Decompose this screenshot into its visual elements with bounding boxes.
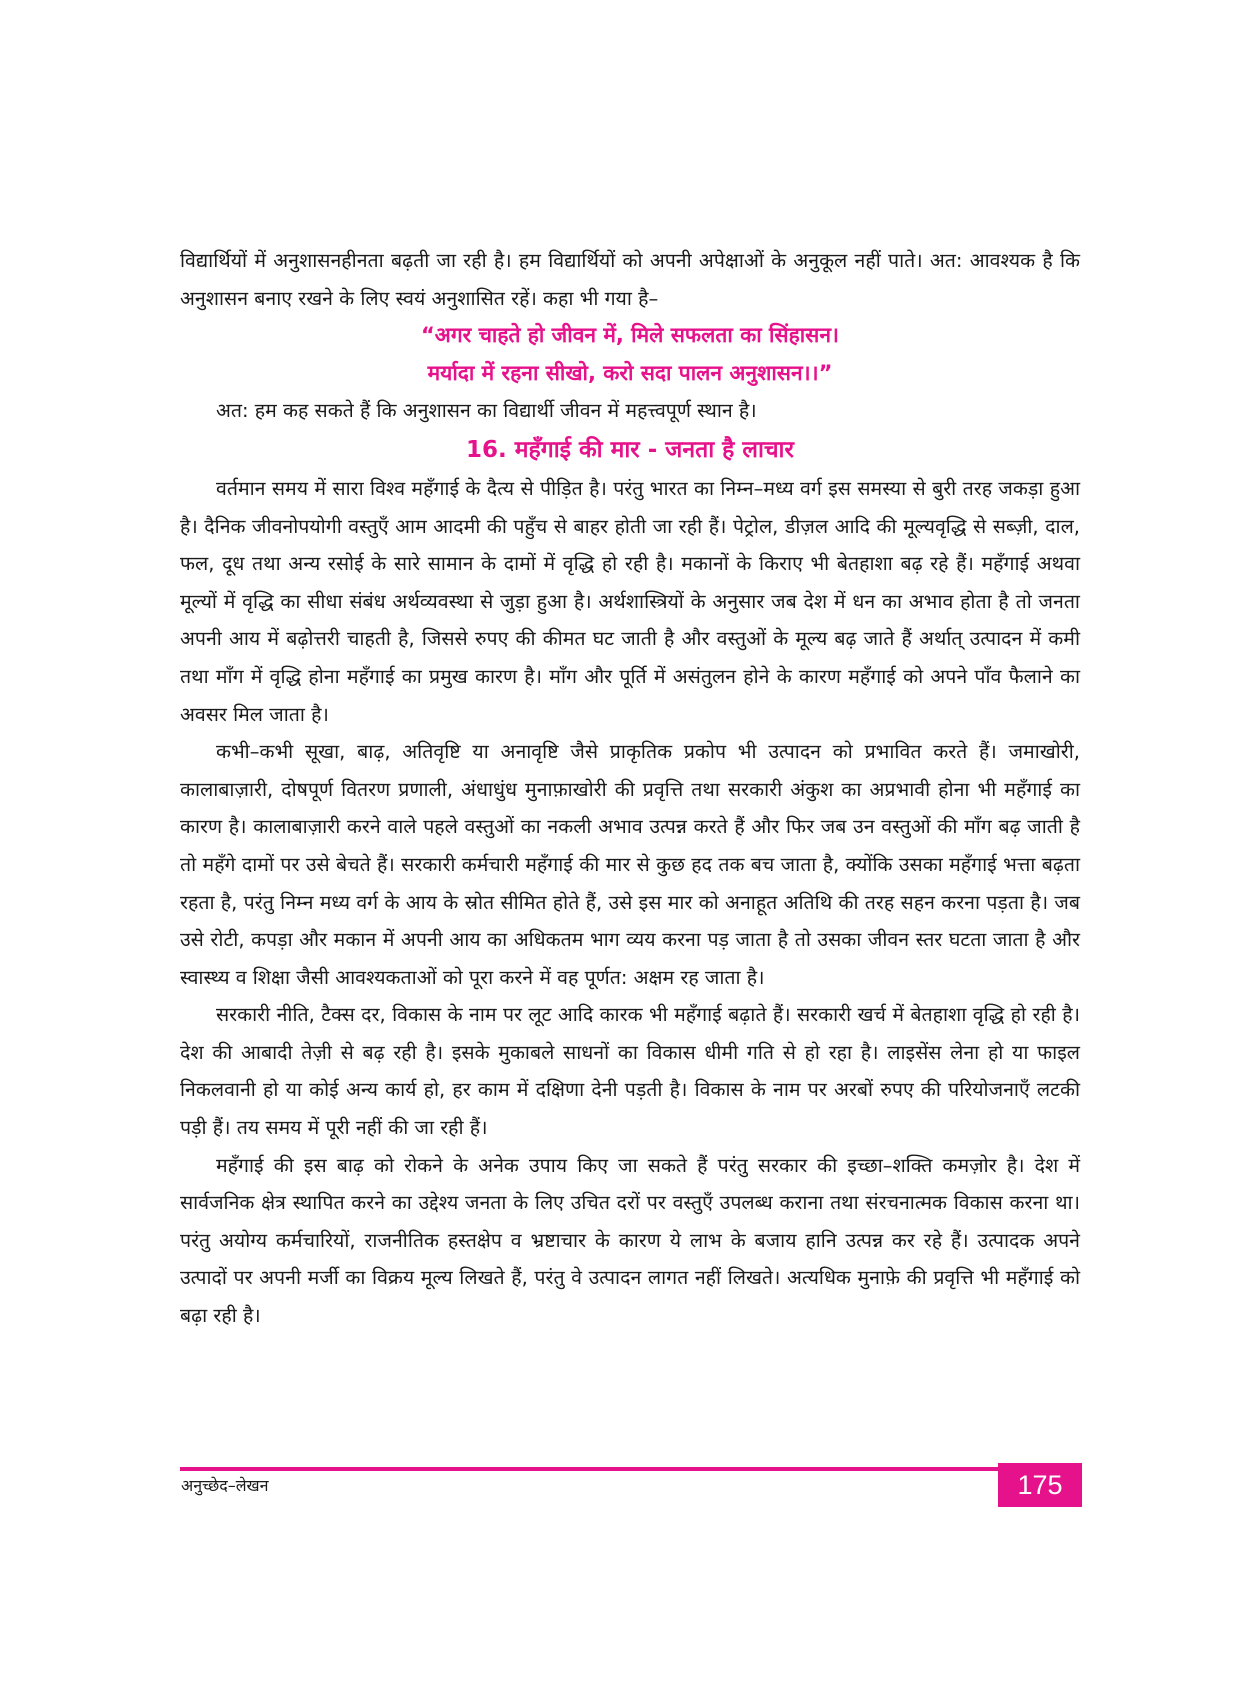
page-number-badge: 175 [998, 1463, 1082, 1507]
body-paragraph-2: कभी–कभी सूखा, बाढ़, अतिवृष्टि या अनावृष्टि जैसे प्राकृतिक प्रकोप भी उत्पादन को प्रभावित करते हैं। जमाखोरी, कालाबाज़ारी, दोषपूर्ण वितरण प्रणाली, अंधाधुंध मुनाफ़ाखोरी की प्रवृत्ति तथा सरकारी अंकुश का अप्रभावी होना भी महँगाई का कारण है। कालाबाज़ारी करने वाले पहले वस्तुओं का नकली अभाव उत्पन्न करते हैं और फिर जब उन वस्तुओं की माँग बढ़ जाती है तो महँगे दामों पर उसे बेचते हैं। सरकारी कर्मचारी महँगाई की मार से कुछ हद तक बच जाता है, क्योंकि उसका महँगाई भत्ता बढ़ता रहता है, परंतु निम्न मध्य वर्ग के आय के स्रोत सीमित होते हैं, उसे इस मार को अनाहूत अतिथि की तरह सहन करना पड़ता है। जब उसे रोटी, कपड़ा और मकान में अपनी आय का अधिकतम भाग व्यय करना पड़ जाता है तो उसका जीवन स्तर घटता जाता है और स्वास्थ्य व शिक्षा जैसी आवश्यकताओं को पूरा करने में वह पूर्णत: अक्षम रह जाता है। [180, 740, 1080, 989]
quote-line-1: “अगर चाहते हो जीवन में, मिले सफलता का सिंहासन। [421, 323, 839, 348]
footer-divider [180, 1467, 1080, 1471]
page-content [180, 242, 1080, 1335]
body-paragraph-1: वर्तमान समय में सारा विश्व महँगाई के दैत्य से पीड़ित है। परंतु भारत का निम्न–मध्य वर्ग इस समस्या से बुरी तरह जकड़ा हुआ है। दैनिक जीवनोपयोगी वस्तुएँ आम आदमी की पहुँच से बाहर होती जा रही हैं। पेट्रोल, डीज़ल आदि की मूल्यवृद्धि से सब्ज़ी, दाल, फल, दूध तथा अन्य रसोई के सारे सामान के दामों में वृद्धि हो रही है। मकानों के किराए भी बेतहाशा बढ़ रहे हैं। महँगाई अथवा मूल्यों में वृद्धि का सीधा संबंध अर्थव्यवस्था से जुड़ा हुआ है। अर्थशास्त्रियों के अनुसार जब देश में धन का अभाव होता है तो जनता अपनी आय में बढ़ोत्तरी चाहती है, जिससे रुपए की कीमत घट जाती है और वस्तुओं के मूल्य बढ़ जाते हैं अर्थात् उत्पादन में कमी तथा माँग में वृद्धि होना महँगाई का प्रमुख कारण है। माँग और पूर्ति में असंतुलन होने के कारण महँगाई को अपने पाँव फैलाने का अवसर मिल जाता है। [180, 476, 1080, 726]
body-paragraph-3: सरकारी नीति, टैक्स दर, विकास के नाम पर लूट आदि कारक भी महँगाई बढ़ाते हैं। सरकारी खर्च में बेतहाशा वृद्धि हो रही है। देश की आबादी तेज़ी से बढ़ रही है। इसके मुकाबले साधनों का विकास धीमी गति से हो रहा है। लाइसेंस लेना हो या फाइल निकलवानी हो या कोई अन्य कार्य हो, हर काम में दक्षिणा देनी पड़ती है। विकास के नाम पर अरबों रुपए की परियोजनाएँ लटकी पड़ी हैं। तय समय में पूरी नहीं की जा रही हैं। [180, 1003, 1080, 1140]
body-paragraph-4: महँगाई की इस बाढ़ को रोकने के अनेक उपाय किए जा सकते हैं परंतु सरकार की इच्छा–शक्ति कमज़ोर है। देश में सार्वजनिक क्षेत्र स्थापित करने का उद्देश्य जनता के लिए उचित दरों पर वस्तुएँ उपलब्ध कराना तथा संरचनात्मक विकास करना था। परंतु अयोग्य कर्मचारियों, राजनीतिक हस्तक्षेप व भ्रष्टाचार के कारण ये लाभ के बजाय हानि उत्पन्न कर रहे हैं। उत्पादक अपने उत्पादों पर अपनी मर्जी का विक्रय मूल्य लिखते हैं, परंतु वे उत्पादन लागत नहीं लिखते। अत्यधिक मुनाफ़े की प्रवृत्ति भी महँगाई को बढ़ा रही है। [180, 1153, 1080, 1328]
conclusion-paragraph: अत: हम कह सकते हैं कि अनुशासन का विद्यार्थी जीवन में महत्त्वपूर्ण स्थान है। [216, 399, 757, 423]
chapter-label: अनुच्छेद–लेखन [181, 1476, 269, 1495]
intro-paragraph: विद्यार्थियों में अनुशासनहीनता बढ़ती जा रही है। हम विद्यार्थियों को अपनी अपेक्षाओं के अनुकूल नहीं पाते। अत: आवश्यक है कि अनुशासन बनाए रखने के लिए स्वयं अनुशासित रहें। कहा भी गया है– [180, 249, 1080, 310]
section-heading: 16. महँगाई की मार - जनता है लाचार [466, 436, 794, 463]
quote-line-2: मर्यादा में रहना सीखो, करो सदा पालन अनुशासन।।” [427, 360, 833, 385]
